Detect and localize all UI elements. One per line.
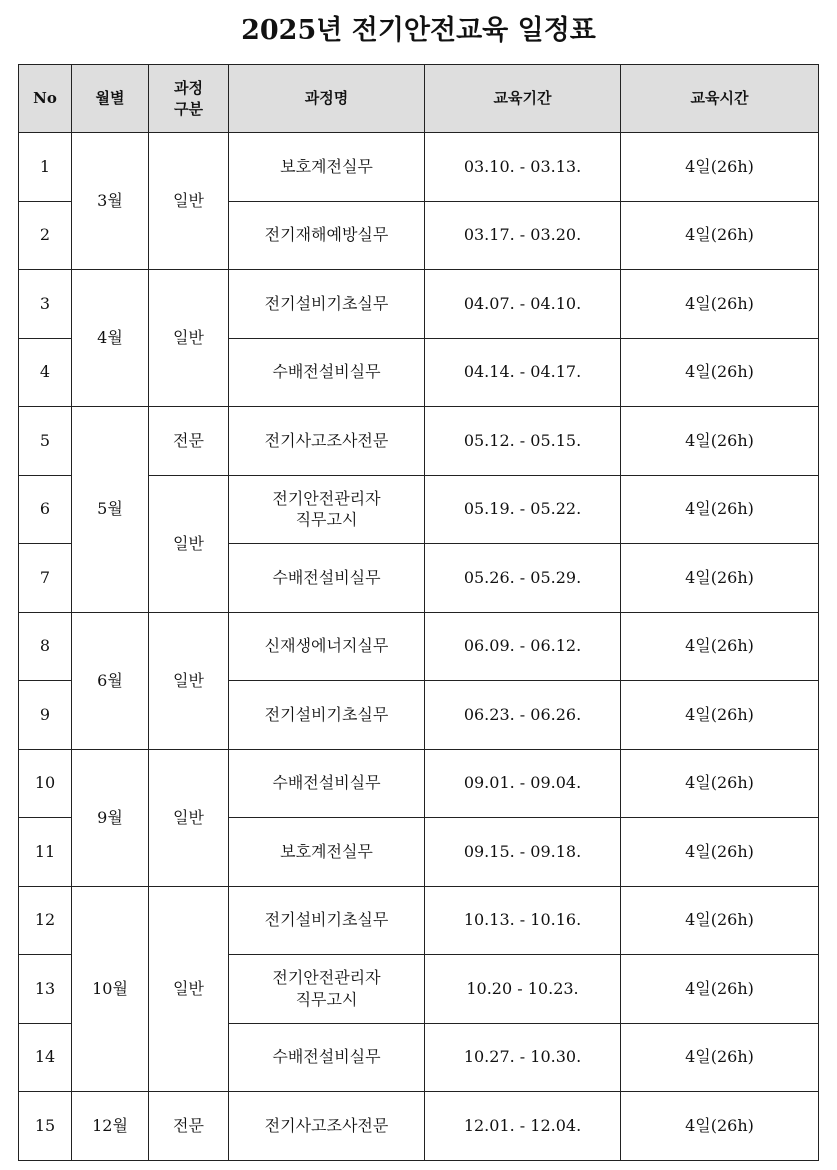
cell-course: 수배전설비실무	[229, 544, 425, 613]
cell-month: 4월	[72, 270, 149, 407]
cell-no: 13	[19, 955, 72, 1024]
cell-hours: 4일(26h)	[621, 749, 819, 818]
cell-course: 수배전설비실무	[229, 338, 425, 407]
table-row	[19, 270, 819, 339]
cell-hours: 4일(26h)	[621, 955, 819, 1024]
table-row	[19, 133, 819, 202]
cell-period: 10.27. - 10.30.	[425, 1023, 621, 1092]
cell-period: 06.09. - 06.12.	[425, 612, 621, 681]
table-row	[19, 886, 819, 955]
table-row	[19, 612, 819, 681]
cell-no: 4	[19, 338, 72, 407]
cell-course: 전기재해예방실무	[229, 201, 425, 270]
cell-hours: 4일(26h)	[621, 475, 819, 544]
header-period: 교육기간	[425, 65, 621, 133]
header-category-line2: 구분	[174, 99, 203, 118]
cell-month: 3월	[72, 133, 149, 270]
cell-period: 05.19. - 05.22.	[425, 475, 621, 544]
cell-course: 전기설비기초실무	[229, 270, 425, 339]
table-header	[19, 65, 819, 133]
cell-period: 05.12. - 05.15.	[425, 407, 621, 476]
header-category	[149, 65, 229, 133]
cell-course: 전기설비기초실무	[229, 681, 425, 750]
cell-month: 12월	[72, 1092, 149, 1161]
header-category-line1: 과정	[174, 79, 203, 98]
cell-hours: 4일(26h)	[621, 338, 819, 407]
cell-month: 6월	[72, 612, 149, 749]
table-row	[19, 749, 819, 818]
cell-course: 신재생에너지실무	[229, 612, 425, 681]
cell-month: 9월	[72, 749, 149, 886]
header-row	[19, 65, 819, 133]
cell-category: 전문	[149, 1092, 229, 1161]
cell-no: 11	[19, 818, 72, 887]
table-body	[19, 133, 819, 1161]
cell-course: 보호계전실무	[229, 818, 425, 887]
table-row	[19, 1092, 819, 1161]
cell-hours: 4일(26h)	[621, 544, 819, 613]
cell-hours: 4일(26h)	[621, 818, 819, 887]
cell-hours: 4일(26h)	[621, 133, 819, 202]
cell-hours: 4일(26h)	[621, 612, 819, 681]
cell-no: 14	[19, 1023, 72, 1092]
cell-period: 06.23. - 06.26.	[425, 681, 621, 750]
cell-no: 12	[19, 886, 72, 955]
cell-course: 보호계전실무	[229, 133, 425, 202]
cell-category: 일반	[149, 886, 229, 1092]
cell-course: 전기사고조사전문	[229, 1092, 425, 1161]
cell-no: 15	[19, 1092, 72, 1161]
header-month: 월별	[72, 65, 149, 133]
cell-category: 일반	[149, 475, 229, 612]
cell-no: 1	[19, 133, 72, 202]
page-title: 2025년 전기안전교육 일정표	[241, 15, 596, 46]
cell-no: 10	[19, 749, 72, 818]
cell-course: 수배전설비실무	[229, 749, 425, 818]
cell-course: 전기설비기초실무	[229, 886, 425, 955]
cell-course: 전기안전관리자 직무고시	[229, 955, 425, 1024]
cell-period: 03.10. - 03.13.	[425, 133, 621, 202]
cell-no: 9	[19, 681, 72, 750]
cell-hours: 4일(26h)	[621, 270, 819, 339]
cell-category: 일반	[149, 270, 229, 407]
table-row	[19, 407, 819, 476]
cell-course: 전기사고조사전문	[229, 407, 425, 476]
cell-hours: 4일(26h)	[621, 201, 819, 270]
cell-hours: 4일(26h)	[621, 1092, 819, 1161]
cell-hours: 4일(26h)	[621, 681, 819, 750]
cell-hours: 4일(26h)	[621, 886, 819, 955]
cell-no: 2	[19, 201, 72, 270]
cell-category: 전문	[149, 407, 229, 476]
cell-no: 7	[19, 544, 72, 613]
cell-period: 04.14. - 04.17.	[425, 338, 621, 407]
header-no: No	[19, 65, 72, 133]
cell-course: 전기안전관리자 직무고시	[229, 475, 425, 544]
cell-period: 10.13. - 10.16.	[425, 886, 621, 955]
header-course: 과정명	[229, 65, 425, 133]
cell-category: 일반	[149, 133, 229, 270]
cell-no: 3	[19, 270, 72, 339]
cell-period: 10.20 - 10.23.	[425, 955, 621, 1024]
header-hours: 교육시간	[621, 65, 819, 133]
cell-period: 03.17. - 03.20.	[425, 201, 621, 270]
cell-no: 5	[19, 407, 72, 476]
cell-course: 수배전설비실무	[229, 1023, 425, 1092]
cell-period: 09.01. - 09.04.	[425, 749, 621, 818]
schedule-table	[18, 64, 819, 1161]
cell-no: 6	[19, 475, 72, 544]
cell-month: 10월	[72, 886, 149, 1092]
cell-category: 일반	[149, 749, 229, 886]
cell-hours: 4일(26h)	[621, 407, 819, 476]
cell-period: 04.07. - 04.10.	[425, 270, 621, 339]
cell-no: 8	[19, 612, 72, 681]
cell-month: 5월	[72, 407, 149, 613]
cell-period: 09.15. - 09.18.	[425, 818, 621, 887]
cell-period: 12.01. - 12.04.	[425, 1092, 621, 1161]
cell-hours: 4일(26h)	[621, 1023, 819, 1092]
cell-period: 05.26. - 05.29.	[425, 544, 621, 613]
cell-category: 일반	[149, 612, 229, 749]
